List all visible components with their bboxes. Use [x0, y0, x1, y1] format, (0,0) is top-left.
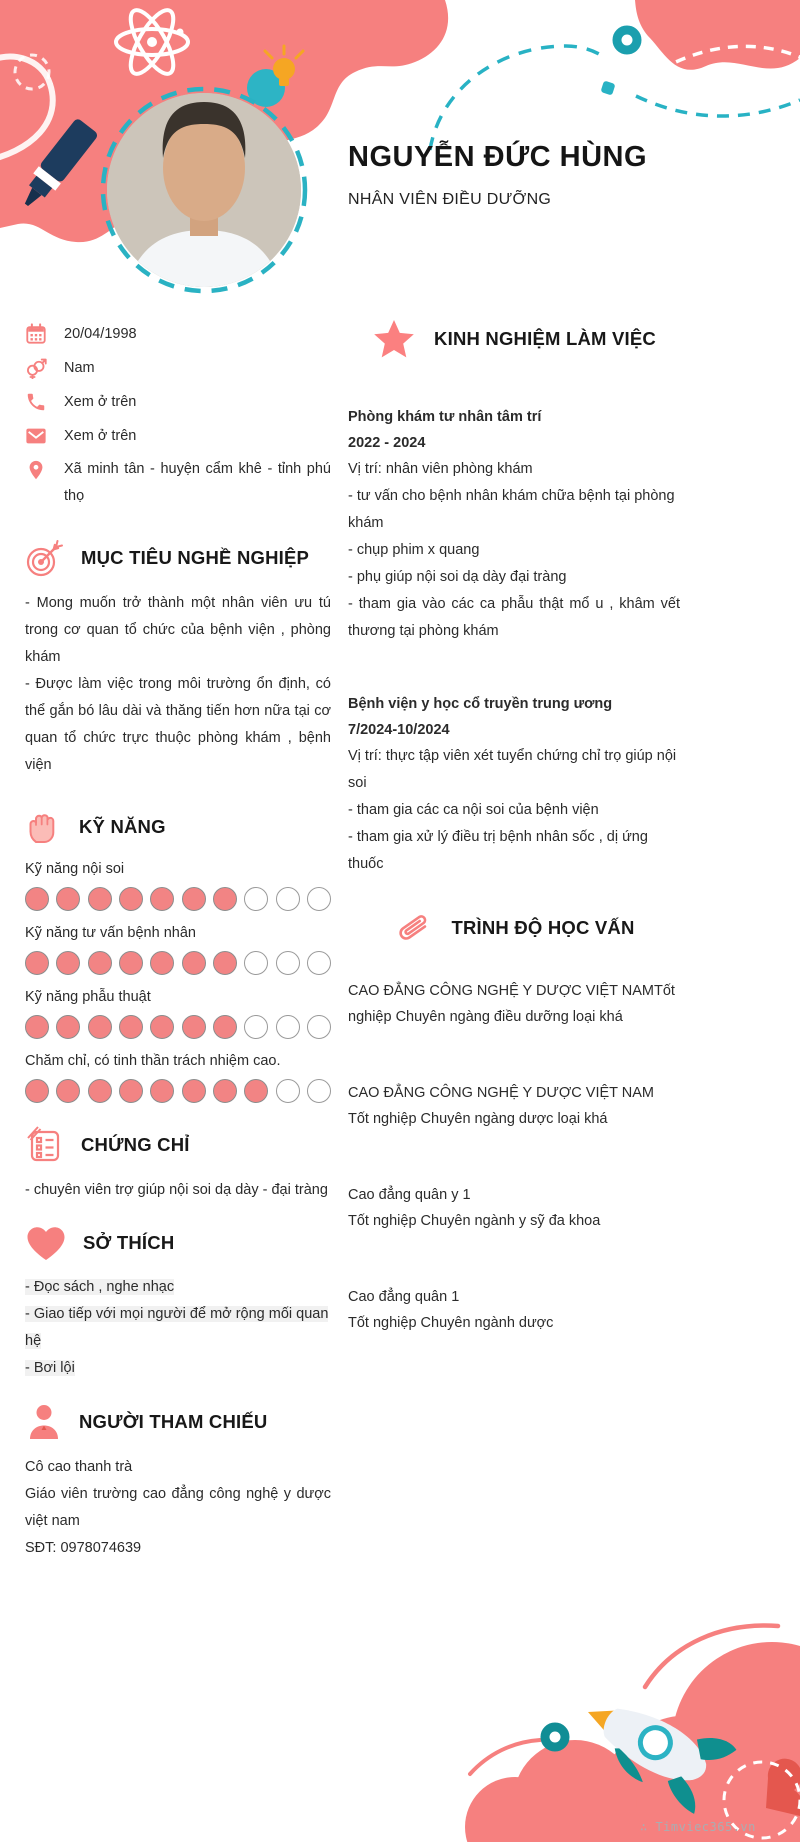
certificates-section	[25, 1125, 331, 1204]
job-bullet: - chụp phim x quang	[348, 542, 480, 558]
skill-dot	[182, 1015, 206, 1039]
certificate-line: - chuyên viên trợ giúp nội soi dạ dày - đại tràng	[25, 1182, 328, 1198]
education-heading: TRÌNH ĐỘ HỌC VẤN	[451, 917, 635, 938]
skill-dot	[276, 951, 300, 975]
coral-blob-top-right	[635, 0, 800, 70]
certificates-heading: CHỨNG CHỈ	[81, 1134, 190, 1155]
skill-dot	[25, 1079, 49, 1103]
reference-name: Cô cao thanh trà	[25, 1459, 133, 1475]
skill-label: Kỹ năng nội soi	[25, 861, 125, 877]
gender-value: Nam	[64, 360, 95, 376]
job-position: Vị trí: nhân viên phòng khám	[348, 461, 533, 477]
skill-dot	[56, 1015, 80, 1039]
job-company: Phòng khám tư nhân tâm trí	[348, 409, 542, 425]
skill-dot	[56, 887, 80, 911]
experience-heading: KINH NGHIỆM LÀM VIỆC	[434, 328, 656, 349]
skill-dot	[119, 1079, 143, 1103]
footer-decoration	[0, 1582, 800, 1842]
skill-dot	[276, 1079, 300, 1103]
left-column	[25, 322, 331, 1562]
skill-dot	[150, 887, 174, 911]
hobby-line: - Đọc sách , nghe nhạc	[25, 1279, 175, 1295]
skill-label: Kỹ năng tư vấn bệnh nhân	[25, 925, 196, 941]
skill-dot	[25, 887, 49, 911]
fist-icon	[25, 807, 63, 847]
skill-dot	[307, 1015, 331, 1039]
objective-section	[25, 538, 331, 779]
info-item-email	[25, 424, 331, 447]
education-degree: Tốt nghiệp Chuyên ngành dược	[348, 1315, 554, 1331]
candidate-title: NHÂN VIÊN ĐIỀU DƯỠNG	[348, 191, 552, 208]
skills-section	[25, 807, 331, 1103]
education-entry	[348, 1080, 680, 1132]
education-school: Cao đẳng quân 1	[348, 1289, 460, 1305]
education-entry	[348, 1284, 680, 1336]
checklist-icon	[25, 1125, 65, 1165]
skill-dot	[88, 887, 112, 911]
skill-dot	[88, 1079, 112, 1103]
skill-dot	[150, 1079, 174, 1103]
skill-dot	[307, 1079, 331, 1103]
skill-rating	[25, 1015, 331, 1039]
job-period: 2022 - 2024	[348, 435, 426, 451]
calendar-icon	[25, 323, 47, 345]
skill-dot	[244, 887, 268, 911]
job-period: 7/2024-10/2024	[348, 722, 450, 738]
references-section	[25, 1402, 331, 1562]
education-school: CAO ĐẲNG CÔNG NGHỆ Y DƯỢC VIỆT NAM	[348, 1085, 655, 1101]
reference-org: Giáo viên trường cao đẳng công nghệ y dược việt nam	[25, 1486, 331, 1529]
education-degree: Tốt nghiệp Chuyên ngành y sỹ đa khoa	[348, 1213, 601, 1229]
skill-dot	[150, 1015, 174, 1039]
address-value: Xã minh tân - huyện cẩm khê - tỉnh phú thọ	[64, 461, 331, 504]
teal-donut	[617, 30, 637, 50]
heart-icon	[25, 1224, 67, 1262]
info-item-phone	[25, 390, 331, 413]
skill-dot	[119, 951, 143, 975]
job-bullet: - tham gia xử lý điều trị bệnh nhân sốc , dị ứng thuốc	[348, 829, 648, 872]
hobby-line: - Giao tiếp với mọi người để mở rộng mối quan hệ	[25, 1306, 329, 1349]
info-item-address	[25, 458, 331, 510]
phone-value: Xem ở trên	[64, 394, 137, 410]
birthday-value: 20/04/1998	[64, 326, 137, 342]
objective-line: - Mong muốn trở thành một nhân viên ưu tú trong cơ quan tổ chức của bệnh viện , phòng khám	[25, 595, 331, 665]
skill-rating	[25, 1079, 331, 1103]
paperclip-icon	[393, 908, 433, 948]
info-item-birthday	[25, 322, 331, 345]
dark-red-curl	[766, 1759, 800, 1816]
skill-label: Kỹ năng phẫu thuật	[25, 989, 151, 1005]
skill-dot	[307, 951, 331, 975]
skill-dot	[56, 1079, 80, 1103]
right-column	[348, 318, 680, 1336]
job-company: Bệnh viện y học cổ truyền trung ương	[348, 696, 613, 712]
skill-dot	[307, 887, 331, 911]
hobby-line: - Bơi lội	[25, 1360, 75, 1376]
skill-dot	[182, 1079, 206, 1103]
reference-phone: SĐT: 0978074639	[25, 1540, 142, 1556]
education-section	[348, 908, 680, 1336]
skill-dot	[119, 887, 143, 911]
personal-info-list	[25, 322, 331, 510]
skill-dot	[213, 1015, 237, 1039]
skill-dot	[119, 1015, 143, 1039]
skills-heading: KỸ NĂNG	[79, 816, 166, 837]
education-school: Cao đẳng quân y 1	[348, 1187, 471, 1203]
location-icon	[25, 459, 47, 481]
skill-dot	[244, 951, 268, 975]
skill-dot	[182, 887, 206, 911]
skill-dot	[150, 951, 174, 975]
star-icon	[372, 318, 416, 360]
person-icon	[25, 1402, 63, 1442]
references-heading: NGƯỜI THAM CHIẾU	[79, 1411, 268, 1432]
teal-donut-bottom	[545, 1727, 565, 1747]
skill-rating	[25, 887, 331, 911]
skill-dot	[213, 1079, 237, 1103]
header	[348, 141, 778, 209]
job-bullet: - phụ giúp nội soi dạ dày đại tràng	[348, 569, 567, 585]
education-degree: Tốt nghiệp Chuyên ngàng dược loại khá	[348, 1111, 608, 1127]
job-entry	[348, 691, 680, 878]
job-bullet: - tham gia các ca nội soi của bệnh viện	[348, 802, 599, 818]
skill-dot	[182, 951, 206, 975]
education-entry	[348, 1182, 680, 1234]
hobbies-heading: SỞ THÍCH	[83, 1232, 175, 1253]
skill-dot	[88, 1015, 112, 1039]
education-text: CAO ĐẲNG CÔNG NGHỆ Y DƯỢC VIỆT NAMTốt nghiệp Chuyên ngàng điều dưỡng loại khá	[348, 983, 675, 1025]
skill-dot	[244, 1015, 268, 1039]
skill-dot	[25, 1015, 49, 1039]
skill-rating	[25, 951, 331, 975]
target-icon	[25, 538, 65, 578]
skill-dot	[213, 887, 237, 911]
teal-square	[600, 80, 615, 95]
skill-dot	[244, 1079, 268, 1103]
skill-label: Chăm chỉ, có tinh thần trách nhiệm cao.	[25, 1053, 281, 1069]
email-icon	[25, 425, 47, 447]
objective-heading: MỤC TIÊU NGHỀ NGHIỆP	[81, 547, 310, 568]
candidate-name: NGUYỄN ĐỨC HÙNG	[348, 141, 648, 173]
skill-dot	[276, 887, 300, 911]
info-item-gender	[25, 356, 331, 379]
skill-dot	[88, 951, 112, 975]
skill-dot	[56, 951, 80, 975]
skill-dot	[213, 951, 237, 975]
watermark: ∴ Timviec365.vn	[640, 1820, 756, 1834]
job-position: Vị trí: thực tập viên xét tuyển chứng chỉ trọ giúp nội soi	[348, 748, 677, 791]
job-bullet: - tham gia vào các ca phẫu thật mổ u , khâm vết thương tại phòng khám	[348, 596, 680, 639]
objective-line: - Được làm việc trong môi trường ổn định, có thể gắn bó lâu dài và thăng tiến hơn nữa tại cơ quan tổ chức trực thuộc phòng khám , bệnh viện	[25, 676, 331, 773]
gender-icon	[25, 357, 47, 379]
phone-icon	[25, 391, 47, 413]
hobbies-section	[25, 1224, 331, 1382]
job-entry	[348, 404, 680, 645]
education-entry	[348, 978, 680, 1030]
experience-section	[348, 318, 680, 878]
skill-dot	[25, 951, 49, 975]
email-value: Xem ở trên	[64, 428, 137, 444]
skill-dot	[276, 1015, 300, 1039]
job-bullet: - tư vấn cho bệnh nhân khám chữa bệnh tại phòng khám	[348, 488, 675, 531]
